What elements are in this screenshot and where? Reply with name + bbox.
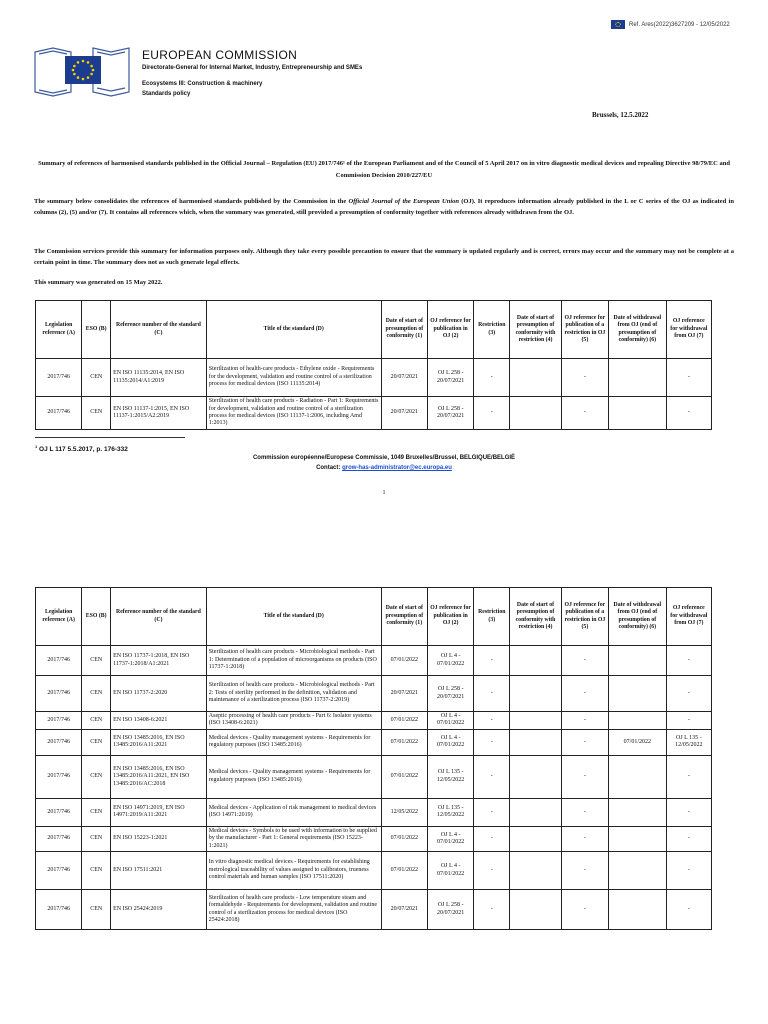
contact-email-link[interactable]: grow-has-administrator@ec.europa.eu	[342, 465, 452, 471]
cell-restriction: -	[474, 798, 510, 826]
cell-restriction: -	[474, 676, 510, 712]
cell-restriction-oj-reference: -	[561, 729, 608, 755]
cell-oj-publication-reference: OJ L 135 - 12/05/2022	[427, 755, 473, 798]
column-header-restriction-oj-reference: OJ reference for publication of a restriction in OJ (5)	[561, 588, 608, 646]
table-header-row	[36, 588, 712, 646]
cell-restriction-start-date	[510, 890, 561, 930]
cell-legislation-reference: 2017/746	[36, 646, 82, 676]
ares-reference	[611, 20, 730, 29]
column-header-oj-publication-reference: OJ reference for publication in OJ (2)	[427, 301, 473, 359]
column-header-restriction-start-date: Date of start of presumption of conformity with restriction (4)	[510, 301, 561, 359]
cell-withdrawal-oj-reference: -	[666, 798, 711, 826]
summary-title: Summary of references of harmonised standards published in the Official Journal – Regulation (EU) 2017/746¹ of the European Parliament and of the Council of 5 April 2017 on in vitro diagnostic medical devices and repealing Directive 98/79/EC and Commission Decision 2010/227/EU	[38, 160, 730, 179]
column-header-restriction: Restriction (3)	[474, 301, 510, 359]
column-header-reference-number: Reference number of the standard (C)	[111, 301, 207, 359]
cell-restriction: -	[474, 729, 510, 755]
column-header-withdrawal-date: Date of withdrawal from OJ (end of presumption of conformity) (6)	[609, 301, 667, 359]
cell-withdrawal-oj-reference: -	[666, 397, 711, 430]
column-header-withdrawal-oj-reference: OJ reference for withdrawal from OJ (7)	[666, 301, 711, 359]
cell-standard-title: Aseptic processing of health care products - Part 6: Isolator systems (ISO 13408-6:2021)	[206, 712, 381, 730]
cell-withdrawal-oj-reference: -	[666, 826, 711, 851]
cell-oj-publication-reference: OJ L 4 - 07/01/2022	[427, 646, 473, 676]
cell-restriction-oj-reference: -	[561, 646, 608, 676]
cell-eso: CEN	[82, 646, 111, 676]
cell-withdrawal-date	[609, 359, 667, 397]
cell-withdrawal-date	[609, 826, 667, 851]
cell-legislation-reference: 2017/746	[36, 729, 82, 755]
table-row	[36, 359, 712, 397]
cell-legislation-reference: 2017/746	[36, 676, 82, 712]
standards-table-page-1	[35, 300, 712, 430]
cell-restriction-oj-reference: -	[561, 890, 608, 930]
table-row	[36, 676, 712, 712]
table-body	[36, 646, 712, 930]
cell-restriction-oj-reference: -	[561, 712, 608, 730]
european-commission-logo	[33, 44, 133, 98]
cell-restriction-oj-reference: -	[561, 826, 608, 851]
paragraph-consolidation-b: (OJ). It reproduces information already published in the L or C series of the OJ as indicated in columns (2), (5) and/or (7). It contains all references which, when the summary was generated, still provided a presumption of conformity together with references already withdrawn from the OJ.	[34, 198, 734, 216]
cell-restriction-oj-reference: -	[561, 359, 608, 397]
cell-legislation-reference: 2017/746	[36, 826, 82, 851]
cell-legislation-reference: 2017/746	[36, 890, 82, 930]
cell-presumption-start-date: 07/01/2022	[381, 755, 427, 798]
cell-withdrawal-oj-reference: -	[666, 646, 711, 676]
cell-eso: CEN	[82, 729, 111, 755]
cell-standard-title: Sterilization of health care products - Low temperature steam and formaldehyde - Requirements for development, validation and routine control of a sterilization process for medical devices (ISO 25424:2018)	[206, 890, 381, 930]
column-header-reference-number: Reference number of the standard (C)	[111, 588, 207, 646]
cell-restriction-start-date	[510, 826, 561, 851]
unit-name: Standards policy	[142, 91, 191, 97]
cell-restriction-oj-reference: -	[561, 852, 608, 890]
cell-withdrawal-date	[609, 676, 667, 712]
directorate-general: Directorate-General for Internal Market, Industry, Entrepreneurship and SMEs	[142, 65, 363, 71]
cell-withdrawal-date	[609, 646, 667, 676]
column-header-oj-publication-reference: OJ reference for publication in OJ (2)	[427, 588, 473, 646]
cell-reference-number: EN ISO 13485:2016, EN ISO 13485:2016/A11:2021	[111, 729, 207, 755]
footnote	[35, 444, 128, 453]
cell-eso: CEN	[82, 890, 111, 930]
cell-reference-number: EN ISO 25424:2019	[111, 890, 207, 930]
cell-oj-publication-reference: OJ L 4 - 07/01/2022	[427, 852, 473, 890]
cell-presumption-start-date: 20/07/2021	[381, 890, 427, 930]
cell-restriction-oj-reference: -	[561, 676, 608, 712]
cell-withdrawal-date	[609, 852, 667, 890]
cell-oj-publication-reference: OJ L 4 - 07/01/2022	[427, 729, 473, 755]
cell-oj-publication-reference: OJ L 258 - 20/07/2021	[427, 359, 473, 397]
table-body	[36, 359, 712, 430]
table-header-row	[36, 301, 712, 359]
cell-oj-publication-reference: OJ L 4 - 07/01/2022	[427, 826, 473, 851]
cell-eso: CEN	[82, 755, 111, 798]
cell-legislation-reference: 2017/746	[36, 397, 82, 430]
cell-reference-number: EN ISO 11737-2:2020	[111, 676, 207, 712]
contact-label: Contact:	[316, 465, 343, 471]
cell-reference-number: EN ISO 14971:2019, EN ISO 14971:2019/A11:2021	[111, 798, 207, 826]
organisation-name: EUROPEAN COMMISSION	[142, 48, 298, 62]
eu-flag-icon	[611, 20, 625, 29]
cell-reference-number: EN ISO 11135:2014, EN ISO 11135:2014/A1:2019	[111, 359, 207, 397]
cell-reference-number: EN ISO 15223-1:2021	[111, 826, 207, 851]
paragraph-disclaimer: The Commission services provide this summary for information purposes only. Although they take every possible precaution to ensure that the summary is updated regularly and is correct, errors may occur and the summary may not be complete at a certain point in time. The summary does not as such generate legal effects.	[34, 248, 734, 266]
cell-restriction: -	[474, 890, 510, 930]
paragraph-consolidation	[34, 196, 734, 218]
cell-oj-publication-reference: OJ L 258 - 20/07/2021	[427, 676, 473, 712]
cell-restriction-start-date	[510, 676, 561, 712]
cell-eso: CEN	[82, 798, 111, 826]
cell-standard-title: Medical devices - Application of risk management to medical devices (ISO 14971:2019)	[206, 798, 381, 826]
table-row	[36, 852, 712, 890]
cell-eso: CEN	[82, 676, 111, 712]
directorate-name: Ecosystems III: Construction & machinery	[142, 81, 263, 87]
cell-standard-title: Medical devices - Symbols to be used with information to be supplied by the manufacturer - Part 1: General requirements (ISO 15223-1:2021)	[206, 826, 381, 851]
cell-presumption-start-date: 07/01/2022	[381, 826, 427, 851]
table-row	[36, 397, 712, 430]
column-header-standard-title: Title of the standard (D)	[206, 301, 381, 359]
page-number: 1	[382, 490, 386, 496]
ares-reference-text: Ref. Ares(2022)3627209 - 12/05/2022	[629, 21, 730, 28]
standards-table-page-2	[35, 587, 712, 930]
cell-restriction-oj-reference: -	[561, 798, 608, 826]
address-line: Commission européenne/Europese Commissie, 1049 Bruxelles/Brussel, BELGIQUE/BELGIË	[252, 455, 516, 461]
official-journal-name: Official Journal of the European Union	[348, 198, 459, 205]
cell-standard-title: Medical devices - Quality management systems - Requirements for regulatory purposes (ISO 13485:2016)	[206, 755, 381, 798]
cell-legislation-reference: 2017/746	[36, 359, 82, 397]
cell-restriction-start-date	[510, 397, 561, 430]
column-header-presumption-start-date: Date of start of presumption of conformity (1)	[381, 301, 427, 359]
cell-restriction-start-date	[510, 798, 561, 826]
cell-oj-publication-reference: OJ L 258 - 20/07/2021	[427, 397, 473, 430]
cell-restriction: -	[474, 755, 510, 798]
cell-presumption-start-date: 07/01/2022	[381, 729, 427, 755]
cell-standard-title: Sterilization of health care products - Microbiological methods - Part 1: Determination of a population of microorganisms on products (ISO 11737-1:2018)	[206, 646, 381, 676]
cell-legislation-reference: 2017/746	[36, 852, 82, 890]
cell-restriction: -	[474, 826, 510, 851]
cell-presumption-start-date: 20/07/2021	[381, 397, 427, 430]
cell-reference-number: EN ISO 11737-1:2018, EN ISO 11737-1:2018/A1:2021	[111, 646, 207, 676]
column-header-legislation-reference: Legislation reference (A)	[36, 301, 82, 359]
column-header-eso: ESO (B)	[82, 301, 111, 359]
contact-line	[0, 463, 768, 473]
cell-reference-number: EN ISO 13485:2016, EN ISO 13485:2016/A11:2021, EN ISO 13485:2016/AC:2018	[111, 755, 207, 798]
cell-reference-number: EN ISO 17511:2021	[111, 852, 207, 890]
cell-eso: CEN	[82, 712, 111, 730]
paragraph-generated-date: This summary was generated on 15 May 2022.	[34, 279, 163, 286]
cell-presumption-start-date: 07/01/2022	[381, 852, 427, 890]
cell-eso: CEN	[82, 397, 111, 430]
cell-restriction: -	[474, 852, 510, 890]
cell-legislation-reference: 2017/746	[36, 798, 82, 826]
cell-withdrawal-oj-reference: -	[666, 676, 711, 712]
cell-restriction: -	[474, 359, 510, 397]
cell-restriction-start-date	[510, 755, 561, 798]
column-header-restriction-start-date: Date of start of presumption of conformity with restriction (4)	[510, 588, 561, 646]
column-header-eso: ESO (B)	[82, 588, 111, 646]
cell-presumption-start-date: 20/07/2021	[381, 676, 427, 712]
cell-restriction-start-date	[510, 712, 561, 730]
cell-withdrawal-date	[609, 798, 667, 826]
cell-standard-title: Sterilization of health-care products - Ethylene oxide - Requirements for the development, validation and routine control of a sterilization process for medical devices (ISO 11135:2014)	[206, 359, 381, 397]
column-header-standard-title: Title of the standard (D)	[206, 588, 381, 646]
column-header-withdrawal-date: Date of withdrawal from OJ (end of presumption of conformity) (6)	[609, 588, 667, 646]
column-header-legislation-reference: Legislation reference (A)	[36, 588, 82, 646]
commission-address	[0, 453, 768, 473]
cell-restriction-start-date	[510, 852, 561, 890]
column-header-presumption-start-date: Date of start of presumption of conformity (1)	[381, 588, 427, 646]
cell-withdrawal-oj-reference: -	[666, 359, 711, 397]
directorate-unit	[142, 79, 362, 99]
table-row	[36, 729, 712, 755]
cell-withdrawal-date: 07/01/2022	[609, 729, 667, 755]
cell-presumption-start-date: 12/05/2022	[381, 798, 427, 826]
table-row	[36, 798, 712, 826]
cell-withdrawal-oj-reference: OJ L 135 - 12/05/2022	[666, 729, 711, 755]
cell-restriction-start-date	[510, 359, 561, 397]
cell-withdrawal-date	[609, 890, 667, 930]
cell-restriction-oj-reference: -	[561, 397, 608, 430]
organisation-header	[142, 48, 362, 99]
cell-withdrawal-oj-reference: -	[666, 755, 711, 798]
cell-legislation-reference: 2017/746	[36, 755, 82, 798]
cell-restriction-start-date	[510, 646, 561, 676]
cell-presumption-start-date: 20/07/2021	[381, 359, 427, 397]
paragraph-consolidation-a: The summary below consolidates the references of harmonised standards published by the Commission in the	[34, 198, 349, 205]
table-row	[36, 755, 712, 798]
cell-oj-publication-reference: OJ L 258 - 20/07/2021	[427, 890, 473, 930]
table-row	[36, 890, 712, 930]
cell-withdrawal-oj-reference: -	[666, 712, 711, 730]
cell-eso: CEN	[82, 359, 111, 397]
cell-restriction: -	[474, 397, 510, 430]
cell-withdrawal-date	[609, 397, 667, 430]
cell-standard-title: Sterilization of health care products - Radiation - Part 1: Requirements for development, validation and routine control of a sterilization process for medical devices (ISO 11137-1:2006, including Amd 1:2013)	[206, 397, 381, 430]
cell-restriction: -	[474, 712, 510, 730]
document-date: Brussels, 12.5.2022	[592, 111, 649, 119]
cell-eso: CEN	[82, 826, 111, 851]
cell-oj-publication-reference: OJ L 4 - 07/01/2022	[427, 712, 473, 730]
column-header-restriction: Restriction (3)	[474, 588, 510, 646]
cell-presumption-start-date: 07/01/2022	[381, 646, 427, 676]
cell-oj-publication-reference: OJ L 135 - 12/05/2022	[427, 798, 473, 826]
column-header-restriction-oj-reference: OJ reference for publication of a restriction in OJ (5)	[561, 301, 608, 359]
cell-restriction-start-date	[510, 729, 561, 755]
cell-withdrawal-date	[609, 712, 667, 730]
cell-withdrawal-date	[609, 755, 667, 798]
cell-withdrawal-oj-reference: -	[666, 852, 711, 890]
cell-standard-title: In vitro diagnostic medical devices - Requirements for establishing metrological traceability of values assigned to calibrators, trueness control materials and human samples (ISO 17511:2020)	[206, 852, 381, 890]
cell-reference-number: EN ISO 13408-6:2021	[111, 712, 207, 730]
table-row	[36, 826, 712, 851]
footnote-text: OJ L 117 5.5.2017, p. 176-332	[39, 446, 128, 454]
cell-standard-title: Sterilization of health care products - Microbiological methods - Part 2: Tests of sterility performed in the definition, validation and maintenance of a sterilization process (ISO 11737-2:2019)	[206, 676, 381, 712]
cell-presumption-start-date: 07/01/2022	[381, 712, 427, 730]
cell-reference-number: EN ISO 11137-1:2015, EN ISO 11137-1:2015/A2:2019	[111, 397, 207, 430]
cell-legislation-reference: 2017/746	[36, 712, 82, 730]
footnote-divider	[35, 437, 185, 438]
cell-eso: CEN	[82, 852, 111, 890]
column-header-withdrawal-oj-reference: OJ reference for withdrawal from OJ (7)	[666, 588, 711, 646]
cell-standard-title: Medical devices - Quality management systems - Requirements for regulatory purposes (ISO 13485:2016)	[206, 729, 381, 755]
table-row	[36, 712, 712, 730]
footnote-mark: 1	[35, 444, 38, 449]
cell-restriction: -	[474, 646, 510, 676]
cell-withdrawal-oj-reference: -	[666, 890, 711, 930]
cell-restriction-oj-reference: -	[561, 755, 608, 798]
table-row	[36, 646, 712, 676]
